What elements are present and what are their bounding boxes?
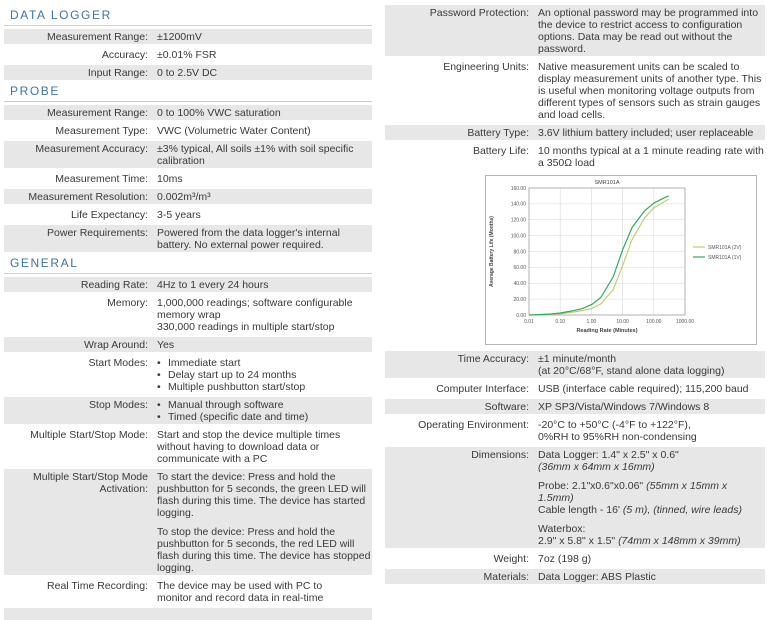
spec-value	[529, 447, 765, 548]
spec-value	[529, 417, 765, 444]
bullet-icon: •	[157, 369, 161, 381]
spec-value-line: monitor and record data in real-time	[157, 592, 324, 604]
spec-value-line: 7oz (198 g)	[538, 553, 592, 565]
spec-value	[529, 569, 765, 584]
spec-value-line: An optional password may be programmed into the device to restrict access to configuration options. Data may be read out without the password.	[538, 7, 759, 55]
spec-row	[385, 447, 765, 548]
spec-label: Measurement Range:	[47, 31, 148, 43]
spec-label: Life Expectancy:	[70, 209, 148, 221]
value-segment: (5 m), (tinned, wire leads)	[622, 504, 742, 516]
spec-value-line: 4Hz to 1 every 24 hours	[157, 279, 269, 291]
spec-row	[4, 47, 372, 62]
spec-label: Dimensions:	[471, 449, 529, 461]
spec-value-line: Data Logger: ABS Plastic	[538, 571, 656, 583]
bullet-icon: •	[157, 399, 161, 411]
battery-life-chart-svg	[485, 175, 757, 345]
value-block	[538, 480, 765, 516]
spec-value-line: -20°C to +50°C (-4°F to +122°F),	[538, 419, 691, 431]
y-tick-label: 20.00	[513, 296, 526, 303]
cutoff-row	[4, 608, 372, 620]
spec-value-line: 0.002m³/m³	[157, 191, 211, 203]
spec-row	[4, 427, 372, 466]
value-segment: Cable length - 16'	[538, 504, 623, 516]
spec-row	[385, 551, 765, 566]
value-block	[157, 227, 372, 251]
value-block	[157, 31, 372, 43]
spec-row	[4, 277, 372, 292]
bullet-item	[157, 381, 372, 393]
spec-value-line: 10ms	[157, 173, 183, 185]
spec-row	[4, 189, 372, 204]
spec-value-line: VWC (Volumetric Water Content)	[157, 125, 311, 137]
bullet-icon: •	[157, 381, 161, 393]
spec-row	[4, 295, 372, 334]
spec-label: Password Protection:	[429, 7, 529, 19]
spec-value-line: 0%RH to 95%RH non-condensing	[538, 431, 697, 443]
spec-value-line	[538, 461, 765, 473]
value-block	[157, 339, 372, 351]
spec-value-line: 10 months typical at a 1 minute reading rate with a 350Ω load	[538, 145, 764, 169]
spec-label: Start Modes:	[88, 357, 148, 369]
value-block	[538, 419, 765, 443]
spec-value-line: 3.6V lithium battery included; user replaceable	[538, 127, 754, 139]
chart-title: SMR101A	[594, 180, 620, 186]
spec-label: Reading Rate:	[80, 279, 148, 291]
spec-row	[385, 569, 765, 584]
spec-value	[529, 551, 765, 566]
spec-value-line: Data Logger: 1.4" x 2.5" x 0.6"	[538, 449, 679, 461]
value-block	[157, 279, 372, 291]
spec-row	[4, 469, 372, 575]
spec-value-line: 3-5 years	[157, 209, 201, 221]
spec-row	[4, 337, 372, 352]
y-tick-label: 140.00	[510, 201, 526, 208]
value-block	[157, 526, 372, 574]
spec-label: Power Requirements:	[47, 227, 148, 239]
value-block	[157, 471, 372, 519]
spec-value-line: 1,000,000 readings; software configurable	[157, 297, 353, 309]
bullet-text: Timed (specific date and time)	[168, 411, 309, 423]
spec-row	[385, 351, 765, 378]
bullet-text: Immediate start	[168, 357, 241, 369]
spec-row	[4, 207, 372, 222]
section-header: GENERAL	[4, 255, 372, 274]
spec-label: Multiple Start/Stop Mode:	[30, 429, 148, 441]
spec-row	[385, 5, 765, 56]
spec-value	[148, 277, 372, 292]
spec-row	[385, 125, 765, 140]
spec-row	[4, 141, 372, 168]
value-block	[157, 297, 372, 333]
spec-value-line: 330,000 readings in multiple start/stop	[157, 321, 335, 333]
spec-label: Operating Environment:	[418, 419, 529, 431]
spec-row	[4, 355, 372, 394]
y-tick-label: 100.00	[510, 233, 526, 240]
spec-value	[529, 351, 765, 378]
bullet-item	[157, 357, 372, 369]
spec-value-line: Waterbox:	[538, 523, 586, 535]
spec-value-line	[538, 504, 765, 516]
bullet-item	[157, 411, 372, 423]
value-block	[538, 61, 765, 121]
spec-value	[148, 397, 372, 424]
spec-label: Real Time Recording:	[47, 580, 148, 592]
spec-value	[148, 427, 372, 466]
x-tick-label: 100.00	[646, 319, 662, 325]
left-column	[4, 5, 372, 620]
spec-row	[385, 59, 765, 122]
spec-label: Stop Modes:	[89, 399, 148, 411]
y-tick-label: 0.00	[516, 312, 526, 319]
spec-label: Measurement Time:	[55, 173, 148, 185]
spec-value-line: memory wrap	[157, 309, 221, 321]
spec-label: Measurement Accuracy:	[35, 143, 148, 155]
spec-label: Battery Life:	[472, 145, 529, 157]
value-block	[157, 173, 372, 185]
value-block	[538, 127, 765, 139]
value-segment: Probe: 2.1"x0.6"x0.06"	[538, 480, 647, 492]
spec-value	[529, 5, 765, 56]
spec-value-line: To stop the device: Press and hold the pushbutton for 5 seconds, the red LED will flash during this time. The device has stopped logging.	[157, 526, 371, 574]
spec-label: Measurement Range:	[47, 107, 148, 119]
x-tick-label: 0.01	[524, 319, 534, 325]
spec-value-line: XP SP3/Vista/Windows 7/Windows 8	[538, 401, 710, 413]
value-segment: (36mm x 64mm x 16mm)	[538, 461, 655, 473]
spec-label: Time Accuracy:	[457, 353, 529, 365]
spec-value	[148, 29, 372, 44]
spec-row	[4, 65, 372, 80]
spec-value-line: Native measurement units can be scaled to display measurement units of another type. This is useful when monitoring voltage outputs from different types of sensors such as strain gauges and load cells.	[538, 61, 762, 121]
value-segment: (55mm x 15mm x 1.5mm)	[538, 480, 728, 504]
value-block	[538, 449, 765, 473]
spec-value	[148, 578, 372, 605]
spec-value-line: Powered from the data logger's internal battery. No external power required.	[157, 227, 340, 251]
value-block	[538, 571, 765, 583]
spec-value-line: ±1 minute/month	[538, 353, 617, 365]
value-segment: (74mm x 148mm x 39mm)	[618, 535, 741, 547]
spec-row	[4, 397, 372, 424]
x-tick-label: 1000.00	[675, 319, 695, 325]
spec-value	[148, 47, 372, 62]
spec-value	[148, 337, 372, 352]
spec-value	[148, 469, 372, 575]
spec-label: Measurement Resolution:	[28, 191, 148, 203]
value-block	[157, 49, 372, 61]
value-segment: 2.9" x 5.8" x 1.5"	[538, 535, 619, 547]
value-block	[157, 143, 372, 167]
section-header: DATA LOGGER	[4, 7, 372, 26]
spec-value	[148, 207, 372, 222]
spec-value	[148, 105, 372, 120]
spec-value	[148, 171, 372, 186]
spec-value	[148, 65, 372, 80]
spec-label: Battery Type:	[467, 127, 529, 139]
spec-value-line: The device may be used with PC to	[157, 580, 323, 592]
spec-label: Software:	[484, 401, 529, 413]
spec-row	[385, 143, 765, 170]
spec-value	[148, 141, 372, 168]
spec-value-line: ±1200mV	[157, 31, 202, 43]
spec-label: Weight:	[493, 553, 529, 565]
spec-row	[385, 381, 765, 396]
y-tick-label: 60.00	[513, 265, 526, 272]
spec-label: Memory:	[107, 297, 148, 309]
spec-value-line: Start and stop the device multiple times without having to download data or communicate with a PC	[157, 429, 341, 465]
value-block	[157, 107, 372, 119]
spec-row	[4, 123, 372, 138]
y-tick-label: 120.00	[510, 217, 526, 224]
legend-label: SMR101A (1V)	[708, 254, 742, 261]
spec-value	[148, 123, 372, 138]
bullet-item	[157, 369, 372, 381]
spec-row	[385, 399, 765, 414]
spec-row	[4, 29, 372, 44]
spec-value-line: To start the device: Press and hold the pushbutton for 5 seconds, the green LED will flash during this time. The device has started logging.	[157, 471, 366, 519]
spec-row	[4, 171, 372, 186]
value-block	[157, 399, 372, 423]
spec-value	[529, 125, 765, 140]
spec-label: Wrap Around:	[83, 339, 148, 351]
value-block	[538, 7, 765, 55]
spec-row	[4, 578, 372, 605]
x-tick-label: 10.00	[616, 319, 629, 325]
spec-value	[529, 59, 765, 122]
right-column	[385, 5, 765, 587]
spec-label: Measurement Type:	[55, 125, 148, 137]
spec-row	[4, 225, 372, 252]
spec-value	[529, 143, 765, 170]
value-block	[538, 353, 765, 377]
series-line-0	[529, 199, 669, 315]
spec-value-line	[538, 535, 765, 547]
spec-label: Engineering Units:	[443, 61, 529, 73]
spec-value	[529, 381, 765, 396]
value-block	[538, 553, 765, 565]
x-tick-label: 1.00	[586, 319, 597, 325]
spec-value	[148, 225, 372, 252]
battery-life-chart	[485, 175, 757, 345]
spec-label: Computer Interface:	[436, 383, 529, 395]
value-block	[157, 191, 372, 203]
x-tick-label: 0.10	[555, 319, 566, 325]
spec-label: Input Range:	[87, 67, 148, 79]
spec-value-line	[538, 480, 765, 504]
spec-row	[4, 105, 372, 120]
value-block	[157, 125, 372, 137]
value-block	[538, 383, 765, 395]
spec-row	[385, 417, 765, 444]
spec-value-line: ±3% typical, All soils ±1% with soil specific calibration	[157, 143, 354, 167]
spec-value	[148, 355, 372, 394]
legend-label: SMR101A (2V)	[708, 244, 742, 251]
y-tick-label: 160.00	[510, 185, 526, 192]
y-tick-label: 40.00	[513, 281, 526, 288]
value-block	[157, 67, 372, 79]
spec-value-line: 0 to 100% VWC saturation	[157, 107, 281, 119]
value-block	[538, 401, 765, 413]
spec-value-line: Yes	[157, 339, 175, 351]
spec-value-line: USB (interface cable required); 115,200 baud	[538, 383, 749, 395]
spec-value	[529, 399, 765, 414]
value-block	[157, 357, 372, 393]
spec-label: Materials:	[483, 571, 529, 583]
bullet-item	[157, 399, 372, 411]
bullet-text: Delay start up to 24 months	[168, 369, 297, 381]
value-block	[157, 580, 372, 604]
value-block	[157, 209, 372, 221]
spec-value-line: 0 to 2.5V DC	[157, 67, 218, 79]
y-tick-label: 80.00	[513, 249, 526, 256]
spec-value	[148, 189, 372, 204]
spec-value-line: (at 20°C/68°F, stand alone data logging)	[538, 365, 725, 377]
bullet-text: Multiple pushbutton start/stop	[168, 381, 306, 393]
bullet-icon: •	[157, 411, 161, 423]
x-axis-label: Reading Rate (Minutes)	[576, 328, 638, 334]
spec-label: Multiple Start/Stop Mode Activation:	[33, 471, 148, 495]
y-axis-label: Average Battery Life (Months)	[489, 216, 495, 287]
spec-value	[148, 295, 372, 334]
bullet-text: Manual through software	[168, 399, 284, 411]
value-block	[157, 429, 372, 465]
value-block	[538, 523, 765, 547]
bullet-icon: •	[157, 357, 161, 369]
spec-value-line: ±0.01% FSR	[157, 49, 217, 61]
spec-label: Accuracy:	[101, 49, 148, 61]
section-header: PROBE	[4, 83, 372, 102]
value-block	[538, 145, 765, 169]
